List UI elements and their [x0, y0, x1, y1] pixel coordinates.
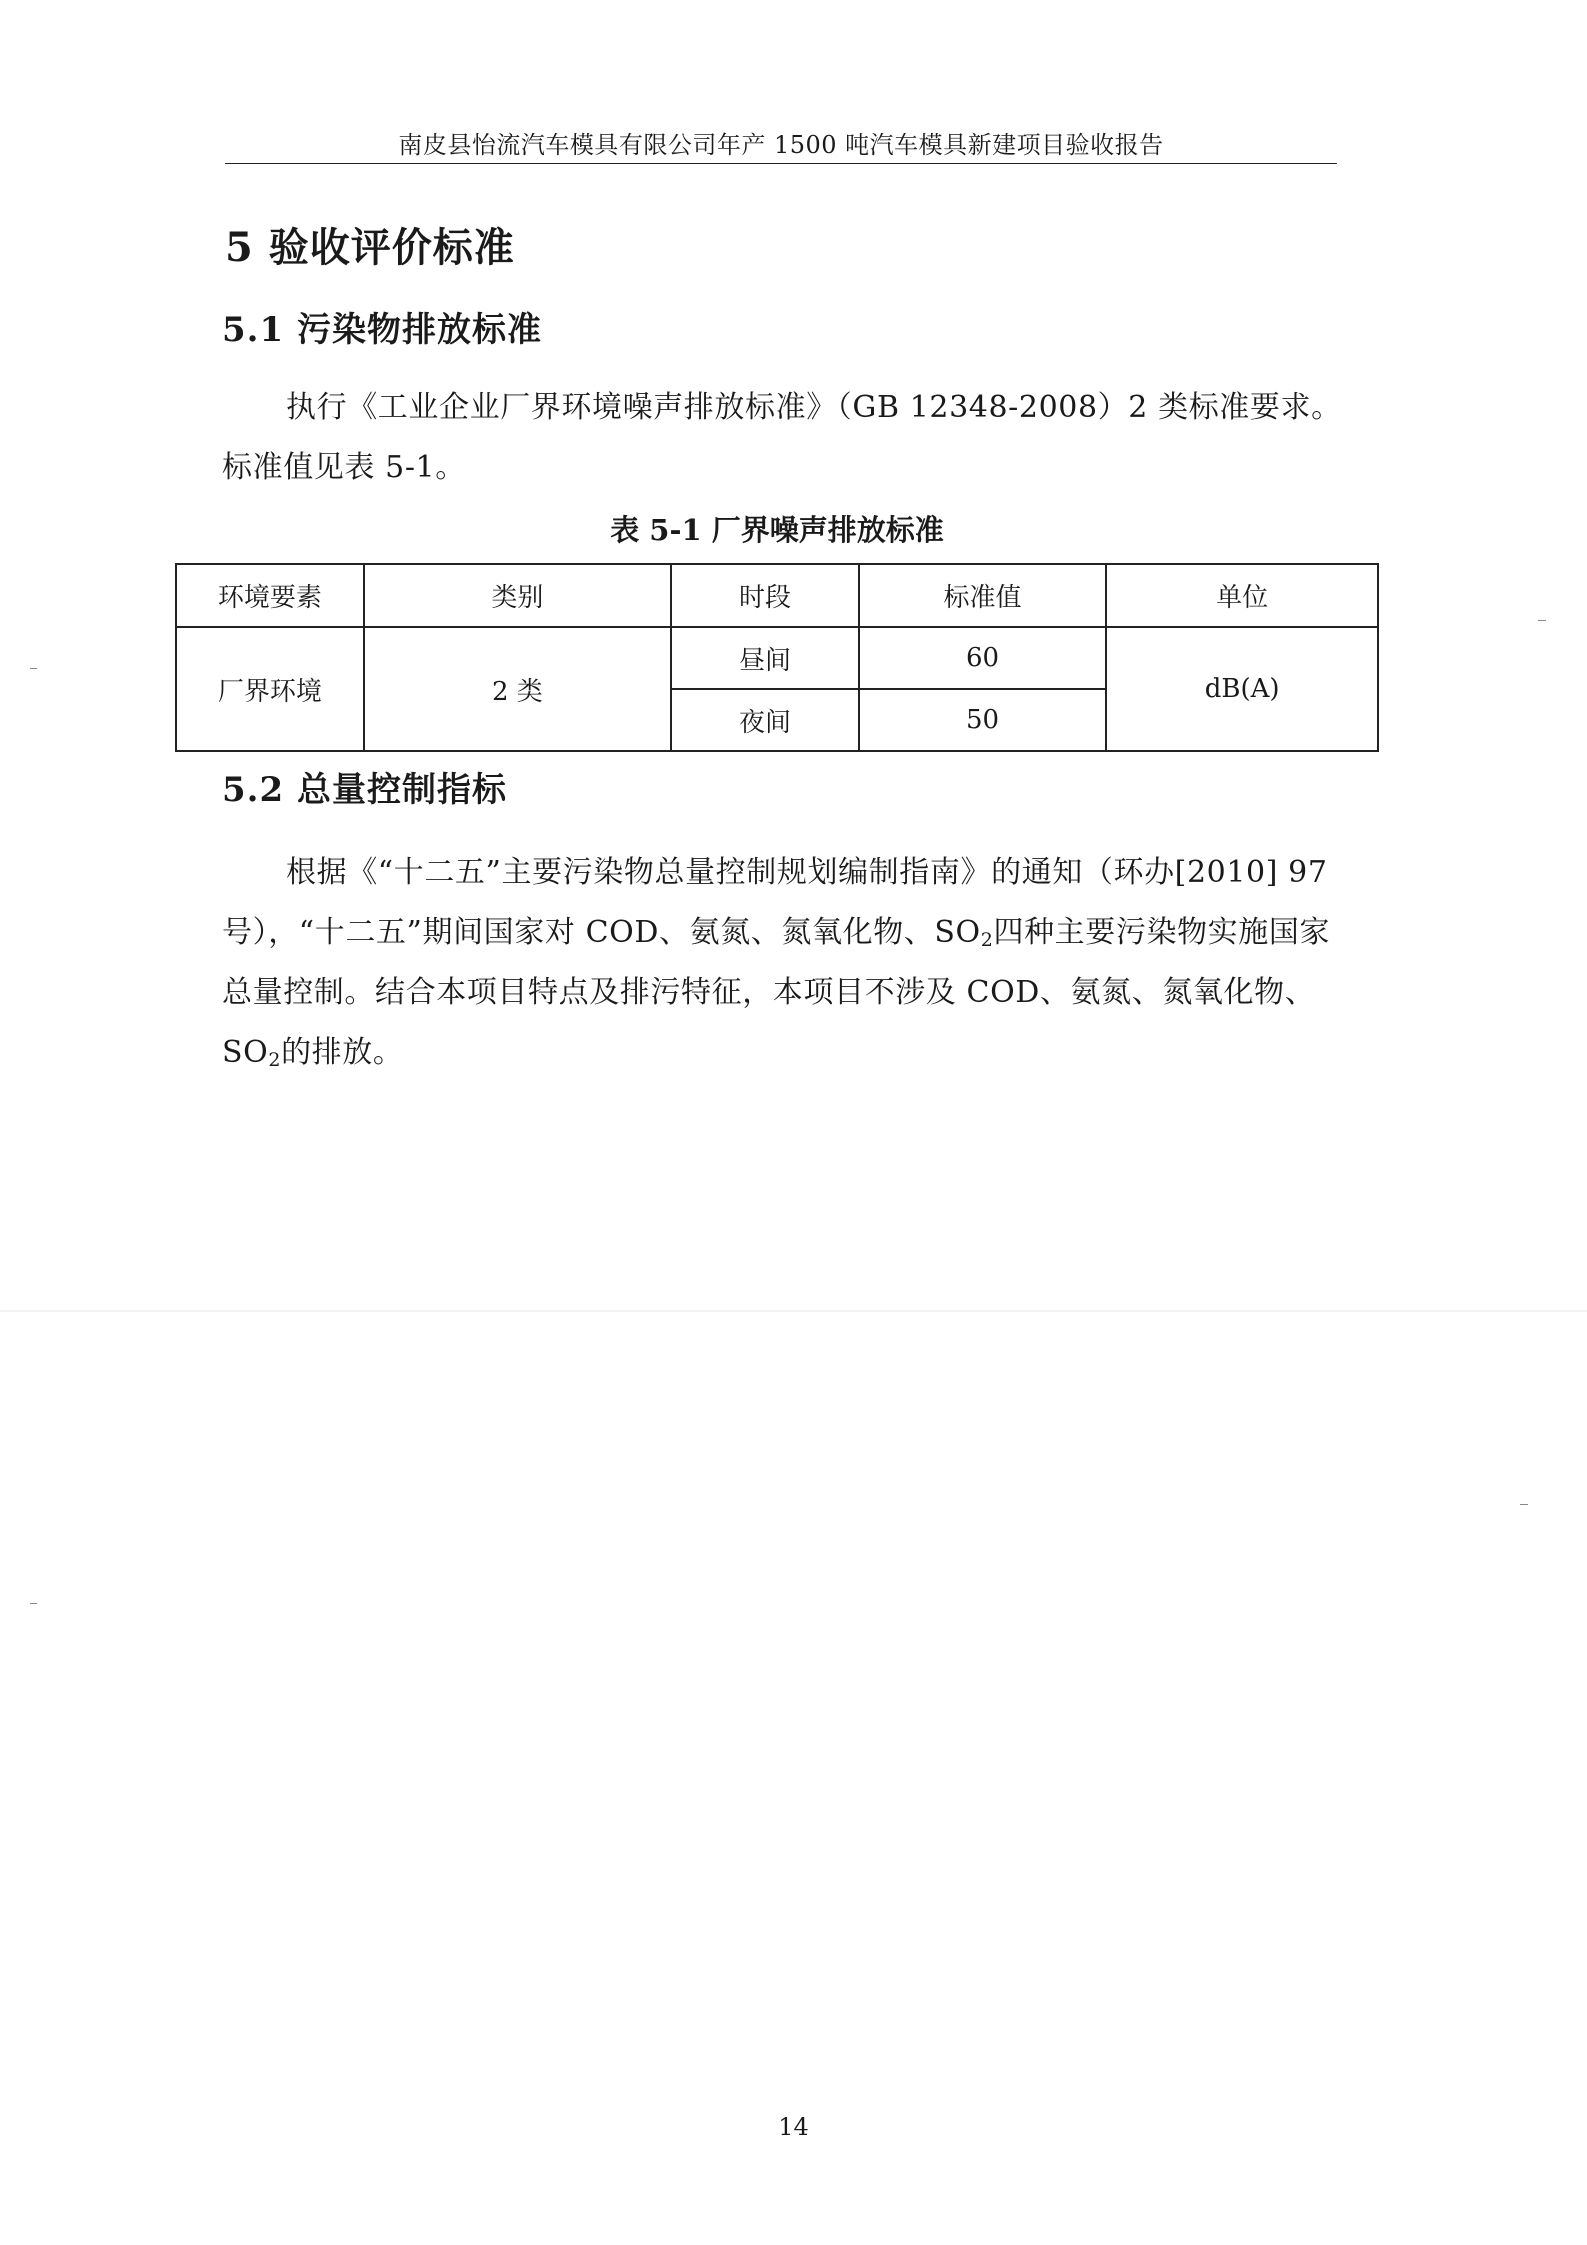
paragraph-text-part-2: 四种主要污染物实施国家总量控制。结合本项目特点及排污特征，本项目不涉及 COD、氨氮、氮氧化物、SO [222, 915, 1331, 1070]
cell-env-element: 厂界环境 [176, 627, 364, 751]
cell-unit: dB(A) [1106, 627, 1378, 751]
header-category: 类别 [364, 564, 671, 627]
noise-standard-table [175, 563, 1379, 752]
header-period: 时段 [671, 564, 859, 627]
section-5-1-paragraph: 执行《工业企业厂界环境噪声排放标准》（GB 12348-2008）2 类标准要求。标准值见表 5-1。 [222, 390, 1342, 485]
paragraph-text-part-1: 根据《“十二五”主要污染物总量控制规划编制指南》的通知（环办[2010] 97 号），“十二五”期间国家对 COD、氨氮、氮氧化物、SO [222, 855, 1328, 950]
so2-subscript: 2 [268, 1049, 282, 1071]
cell-period-night: 夜间 [671, 689, 859, 751]
section-5-2-body [222, 843, 1342, 1083]
page-number: 14 [778, 2113, 809, 2141]
table-header-row [176, 564, 1378, 627]
scan-speck [1520, 1504, 1528, 1505]
paragraph-text-part-3: 的排放。 [281, 1035, 404, 1070]
cell-value-night: 50 [859, 689, 1107, 751]
section-5-heading: 5 验收评价标准 [225, 224, 515, 271]
section-5-2-heading: 5.2 总量控制指标 [222, 770, 507, 810]
section-5-1-body [222, 378, 1342, 498]
running-header: 南皮县怡流汽车模具有限公司年产 1500 吨汽车模具新建项目验收报告 [398, 131, 1164, 159]
table-caption: 表 5-1 厂界噪声排放标准 [610, 513, 944, 547]
header-env-element: 环境要素 [176, 564, 364, 627]
scan-speck [30, 1603, 37, 1604]
so2-subscript: 2 [980, 929, 994, 951]
scan-speck [30, 668, 37, 669]
section-5-1-heading: 5.1 污染物排放标准 [222, 310, 542, 350]
header-standard-value: 标准值 [859, 564, 1107, 627]
header-rule [225, 163, 1337, 164]
scan-speck [1538, 620, 1546, 621]
cell-category: 2 类 [364, 627, 671, 751]
scan-fold-line [0, 1310, 1587, 1312]
header-unit: 单位 [1106, 564, 1378, 627]
cell-period-day: 昼间 [671, 627, 859, 689]
cell-value-day: 60 [859, 627, 1107, 689]
table-row [176, 627, 1378, 689]
section-5-2-paragraph [222, 843, 1342, 1083]
